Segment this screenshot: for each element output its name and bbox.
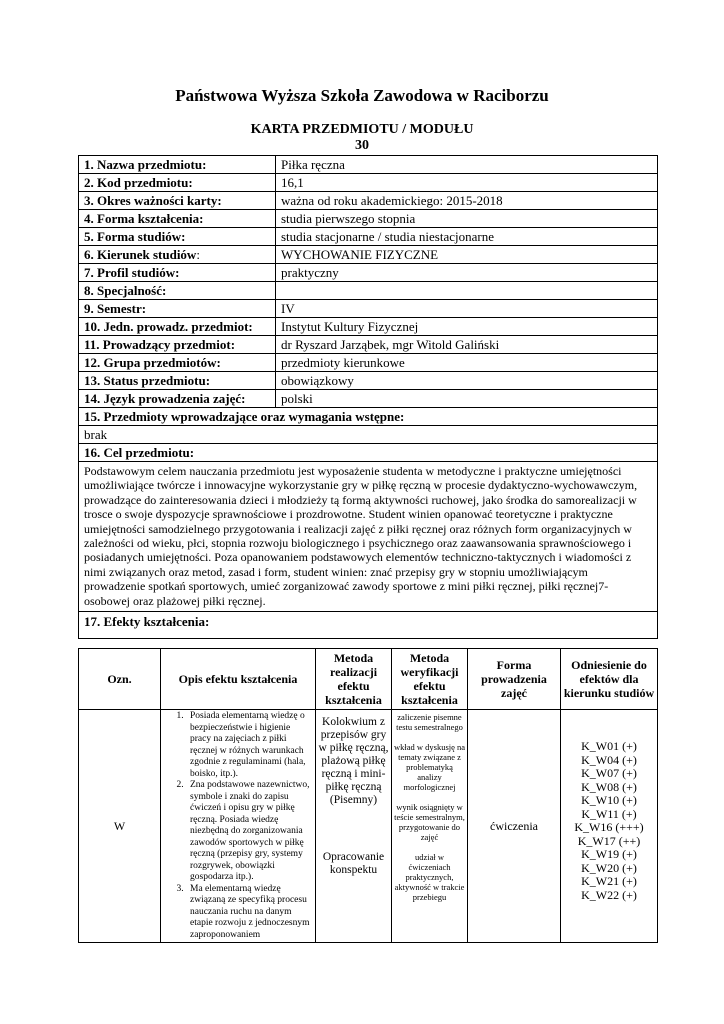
field-value: polski — [276, 390, 658, 408]
table-row — [79, 408, 658, 426]
field-label-bold: 6. Kierunek studiów — [84, 246, 197, 262]
field-value: dr Ryszard Jarząbek, mgr Witold Galiński — [276, 336, 658, 354]
table-row — [79, 228, 658, 246]
card-title-block — [0, 122, 724, 154]
field-label: 13. Status przedmiotu: — [79, 372, 276, 390]
reference-item: K_W07 (+) — [581, 766, 637, 780]
col-forma: Forma prowadzenia zajęć — [468, 649, 561, 710]
table-row — [79, 192, 658, 210]
table-row — [79, 372, 658, 390]
reference-item: K_W04 (+) — [581, 752, 637, 767]
field-label: 1. Nazwa przedmiotu: — [79, 156, 276, 174]
field-label: 3. Okres ważności karty: — [79, 192, 276, 210]
field-value: WYCHOWANIE FIZYCZNE — [276, 246, 658, 264]
list-item: 3. Ma elementarną wiedzę związaną ze specyfiką procesu nauczania ruchu na danym etapie rozwoju z jednoczesnym zaproponowaniem — [186, 884, 310, 942]
field-value: IV — [276, 300, 658, 318]
method-1: Kolokwium z przepisów gry w piłkę ręczną, plażową piłkę ręczną i mini-piłkę ręczną (Pisemny) — [318, 716, 389, 806]
verification-3: wynik osiągnięty w teście semestralnym, przygotowanie do zajęć — [394, 802, 465, 842]
section16-text: Podstawowym celem nauczania przedmiotu jest wyposażenie studenta w metodyczne i praktyczne umiejętności umożliwiające twórcze i innowacyjne wykorzystanie gry w piłkę ręczną w procesie dydaktyczno-wychowawczym, prowadzące do zainteresowania dzieci i młodzieży tą formą aktywności ruchowej, jako środka do samorealizacji w trosce o swoje dyspozycje sprawnościowe i prozdrowotne. Student winien opanować teoretyczne i praktyczne umiejętności samodzielnego przygotowania i realizacji zajęć z piłki ręcznej oraz różnych form organizacyjnych w zależności od wieku, płci, stopnia rozwoju biologicznego i psychicznego oraz zaawansowania sprawnościowego i posiadanych umiejętności. Poza opanowaniem podstawowych elementów techniczno-taktycznych i wiadomości z nimi związanych oraz metod, zasad i form, student winien: znać przepisy gry w stopniu umożliwiającym prowadzenie spotkań sportowych, umieć zorganizować zawody sportowe z mini piłki ręcznej, piłki ręcznej7-osobowej oraz plażowej piłki ręcznej. — [79, 462, 658, 612]
field-value: przedmioty kierunkowe — [276, 354, 658, 372]
field-value: obowiązkowy — [276, 372, 658, 390]
table-row — [79, 174, 658, 192]
reference-item: K_W16 (+++) — [574, 820, 644, 834]
field-value — [276, 282, 658, 300]
field-value: studia stacjonarne / studia niestacjonarne — [276, 228, 658, 246]
reference-item: K_W22 (+) — [581, 887, 637, 902]
field-label-colon: : — [196, 246, 200, 262]
table-row — [79, 246, 658, 264]
cell-opis — [161, 710, 316, 943]
col-ozn: Ozn. — [79, 649, 161, 710]
section15-value: brak — [79, 426, 658, 444]
col-metoda-weryfikacji: Metoda weryfikacji efektu kształcenia — [392, 649, 468, 710]
outcome-list — [162, 711, 314, 941]
reference-item: K_W20 (+) — [581, 860, 637, 875]
table-row — [79, 318, 658, 336]
verification-2: wkład w dyskusję na tematy związane z problematyką analizy morfologicznej — [393, 742, 466, 792]
learning-outcomes-table — [78, 648, 658, 943]
table-row — [79, 390, 658, 408]
reference-item: K_W19 (+) — [581, 847, 637, 861]
field-label: 5. Forma studiów: — [79, 228, 276, 246]
table-row — [79, 282, 658, 300]
table-row — [79, 710, 658, 943]
reference-item: K_W10 (+) — [581, 793, 637, 807]
field-label: 14. Język prowadzenia zajęć: — [79, 390, 276, 408]
table-row — [79, 210, 658, 228]
reference-item: K_W21 (+) — [581, 874, 637, 888]
list-item: 1. Posiada elementarną wiedzę o bezpieczeństwie i higienie pracy na zajęciach z piłki ręcznej w różnych warunkach zgodnie z regulaminami (hala, boisko, itp.). — [186, 711, 310, 780]
table-row — [79, 612, 658, 639]
card-number: 30 — [355, 138, 369, 153]
card-title: KARTA PRZEDMIOTU / MODUŁU — [250, 122, 474, 137]
reference-item: K_W08 (+) — [581, 779, 637, 794]
cell-metoda-weryfikacji — [392, 710, 468, 943]
col-metoda-realizacji: Metoda realizacji efektu kształcenia — [316, 649, 392, 710]
field-label — [79, 246, 276, 264]
cell-odniesienie — [561, 710, 658, 943]
field-label: 9. Semestr: — [79, 300, 276, 318]
section16-heading: 16. Cel przedmiotu: — [79, 444, 658, 462]
table-header-row — [79, 649, 658, 710]
cell-metoda-realizacji — [316, 710, 392, 943]
table-row — [79, 444, 658, 462]
field-label: 7. Profil studiów: — [79, 264, 276, 282]
reference-item: K_W17 (++) — [577, 833, 641, 848]
list-item: 2. Zna podstawowe nazewnictwo, symbole i znaki do zapisu ćwiczeń i opisu gry w piłkę ręczną. Posiada wiedzę niezbędną do zorganizowania zawodów sportowych w piłkę ręczną (przepisy gry, systemy rozgrywek, obowiązki gospodarza itp.). — [186, 780, 310, 884]
course-info-table — [78, 155, 658, 639]
verification-4: udział w ćwiczeniach praktycznych, aktywność w trakcie przebiegu — [394, 852, 465, 902]
verification-1: zaliczenie pisemne testu semestralnego — [396, 712, 463, 732]
field-label: 8. Specjalność: — [79, 282, 276, 300]
field-label: 11. Prowadzący przedmiot: — [79, 336, 276, 354]
field-label: 12. Grupa przedmiotów: — [79, 354, 276, 372]
method-2: Opracowanie konspektu — [322, 851, 385, 876]
section17-heading: 17. Efekty kształcenia: — [79, 612, 658, 639]
field-value: studia pierwszego stopnia — [276, 210, 658, 228]
table-row — [79, 354, 658, 372]
col-odniesienie: Odniesienie do efektów dla kierunku studiów — [561, 649, 658, 710]
field-label: 10. Jedn. prowadz. przedmiot: — [79, 318, 276, 336]
table-row — [79, 426, 658, 444]
table-row — [79, 462, 658, 612]
field-value: ważna od roku akademickiego: 2015-2018 — [276, 192, 658, 210]
section15-heading: 15. Przedmioty wprowadzające oraz wymagania wstępne: — [79, 408, 658, 426]
table-row — [79, 264, 658, 282]
table-row — [79, 336, 658, 354]
reference-item: K_W01 (+) — [581, 739, 637, 753]
cell-ozn: W — [79, 710, 161, 943]
institution-name: Państwowa Wyższa Szkoła Zawodowa w Raciborzu — [175, 86, 549, 105]
table-row — [79, 300, 658, 318]
col-opis: Opis efektu kształcenia — [161, 649, 316, 710]
table-row — [79, 156, 658, 174]
field-value: Instytut Kultury Fizycznej — [276, 318, 658, 336]
field-label: 4. Forma kształcenia: — [79, 210, 276, 228]
reference-item: K_W11 (+) — [581, 806, 637, 821]
field-value: praktyczny — [276, 264, 658, 282]
field-value: 16,1 — [276, 174, 658, 192]
cell-forma: ćwiczenia — [468, 710, 561, 943]
field-value: Piłka ręczna — [276, 156, 658, 174]
field-label: 2. Kod przedmiotu: — [79, 174, 276, 192]
